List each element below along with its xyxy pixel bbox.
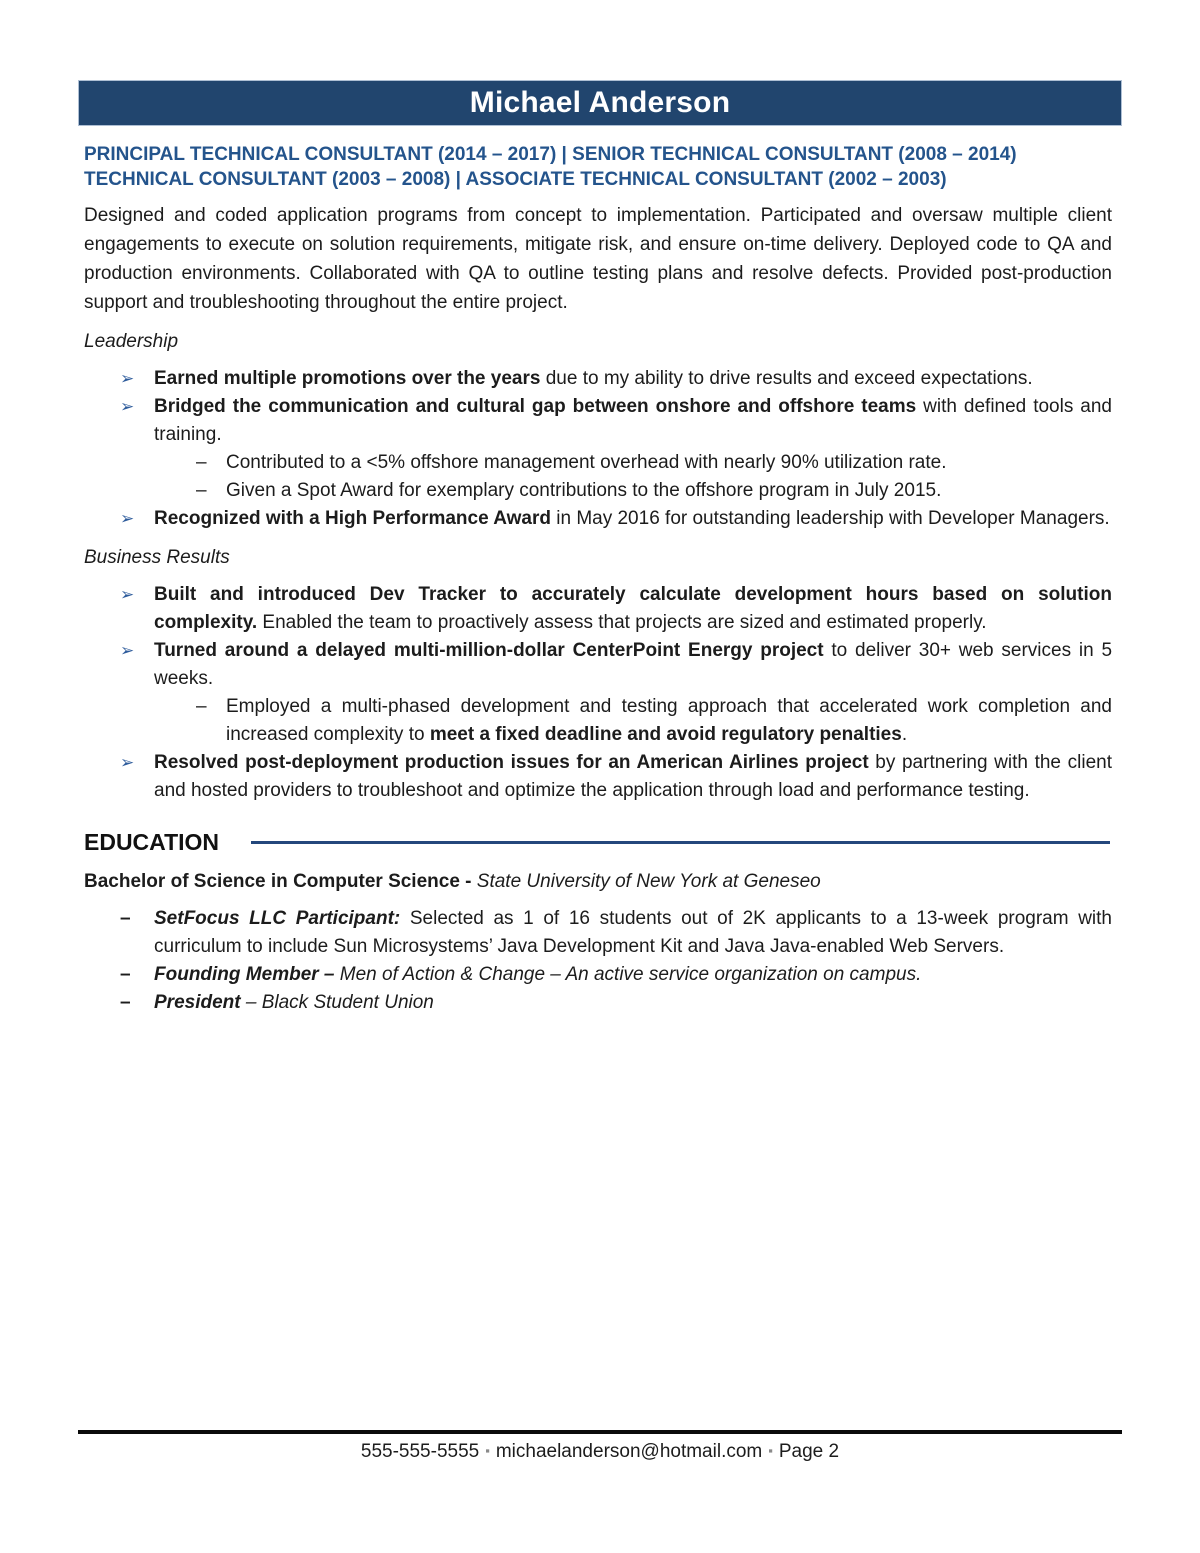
footer-page-number: Page 2 [778,1441,840,1462]
bullet-bold: President [154,992,241,1013]
dash-bullet-icon: – [120,992,131,1013]
list-item [84,581,1112,637]
list-item [84,393,1112,449]
business-results-list [84,581,1112,805]
bullet-rest: – Black Student Union [240,992,434,1013]
page-content [84,142,1112,1017]
bullet-text: Contributed to a <5% offshore management overhead with nearly 90% utilization rate. [226,452,947,473]
education-heading-text: EDUCATION [84,829,220,855]
leadership-label: Leadership [84,331,179,352]
degree-name: Bachelor of Science in Computer Science - [84,871,472,892]
job-title-line-2: TECHNICAL CONSULTANT (2003 – 2008) | ASSOCIATE TECHNICAL CONSULTANT (2002 – 2003) [84,169,947,190]
list-item [84,637,1112,693]
bullet-bold: Recognized with a High Performance Award [154,508,551,529]
job-titles [84,142,1112,192]
bullet-text [154,505,1112,533]
summary-paragraph: Designed and coded application programs from concept to implementation. Participated and oversaw multiple client engagements to execute on solution requirements, mitigate risk, and ensure on-time delivery. Deployed code to QA and production environments. Collaborated with QA to outline testing plans and resolve defects. Provided post-production support and troubleshooting throughout the entire project. [84,205,1112,313]
arrow-bullet-icon: ➢ [120,397,135,416]
bullet-text [154,581,1112,637]
bullet-rest: by partnering with the client and hosted providers to troubleshoot and optimize the application through load and performance testing. [154,752,1112,801]
arrow-bullet-icon: ➢ [120,369,135,388]
list-item [84,365,1112,393]
arrow-bullet-icon: ➢ [120,753,135,772]
education-list [84,905,1112,1017]
dash-bullet-icon: – [196,696,207,717]
bullet-rest: Men of Action & Change – An active service organization on campus. [334,964,922,985]
leadership-list [84,365,1112,533]
name-banner [78,80,1122,126]
bullet-bold: SetFocus LLC Participant: [154,908,401,929]
list-item [84,989,1112,1017]
list-item [84,905,1112,961]
list-item [84,693,1112,749]
bullet-text [154,989,1112,1017]
bullet-bold: Founding Member – [154,964,335,985]
bullet-rest: Selected as 1 of 16 students out of 2K applicants to a 13-week program with curriculum to include Sun Microsystems’ Java Development Kit and Java Java-enabled Web Servers. [154,908,1112,957]
bullet-bold: Resolved post-deployment production issues for an American Airlines project [154,752,869,773]
job-title-line-1: PRINCIPAL TECHNICAL CONSULTANT (2014 – 2017) | SENIOR TECHNICAL CONSULTANT (2008 – 2014) [84,144,1017,165]
footer-email: michaelanderson@hotmail.com [495,1441,763,1462]
education-heading-rule [251,841,1110,844]
bullet-rest: in May 2016 for outstanding leadership with Developer Managers. [550,508,1110,529]
bullet-text: Given a Spot Award for exemplary contributions to the offshore program in July 2015. [226,480,942,501]
bullet-text [154,365,1112,393]
list-item [84,505,1112,533]
bullet-bold: Earned multiple promotions over the years [154,368,541,389]
arrow-bullet-icon: ➢ [120,585,135,604]
dash-bullet-icon: – [196,452,207,473]
footer-text [78,1441,1122,1463]
footer-phone: 555-555-5555 [360,1441,480,1462]
bullet-text [154,393,1112,449]
degree-line [84,869,1112,895]
education-section-heading [84,829,1112,856]
degree-school: State University of New York at Geneseo [471,871,821,892]
bullet-rest: to deliver 30+ web services in 5 weeks. [154,640,1113,689]
bullet-bold: meet a fixed deadline and avoid regulatory penalties [429,724,902,745]
bullet-bold: Bridged the communication and cultural gap between onshore and offshore teams [154,396,917,417]
bullet-bold: Built and introduced Dev Tracker to accurately calculate development hours based on solution complexity. [154,584,1112,633]
dash-bullet-icon: – [196,480,207,501]
square-separator-icon: ▪ [768,1443,773,1458]
person-name: Michael Anderson [469,86,731,119]
bullet-post: . [901,724,908,745]
bullet-rest: Enabled the team to proactively assess that projects are sized and estimated properly. [257,612,987,633]
bullet-bold: Turned around a delayed multi-million-dollar CenterPoint Energy project [154,640,824,661]
bullet-rest: with defined tools and training. [154,396,1113,445]
business-results-label: Business Results [84,547,230,568]
list-item [84,749,1112,805]
arrow-bullet-icon: ➢ [120,641,135,660]
square-separator-icon: ▪ [485,1443,490,1458]
list-item [84,449,1112,477]
dash-bullet-icon: – [120,908,131,929]
arrow-bullet-icon: ➢ [120,509,135,528]
bullet-text [154,749,1112,805]
dash-bullet-icon: – [120,964,131,985]
list-item [84,961,1112,989]
bullet-pre: Employed a multi-phased development and testing approach that accelerated work completion and increased complexity to [226,696,1112,745]
bullet-text [226,693,1112,749]
bullet-rest: due to my ability to drive results and exceed expectations. [540,368,1033,389]
bullet-text [154,637,1112,693]
page-footer [78,1430,1122,1463]
footer-rule [78,1430,1122,1434]
bullet-text [154,961,1112,989]
bullet-text [154,905,1112,961]
list-item [84,477,1112,505]
